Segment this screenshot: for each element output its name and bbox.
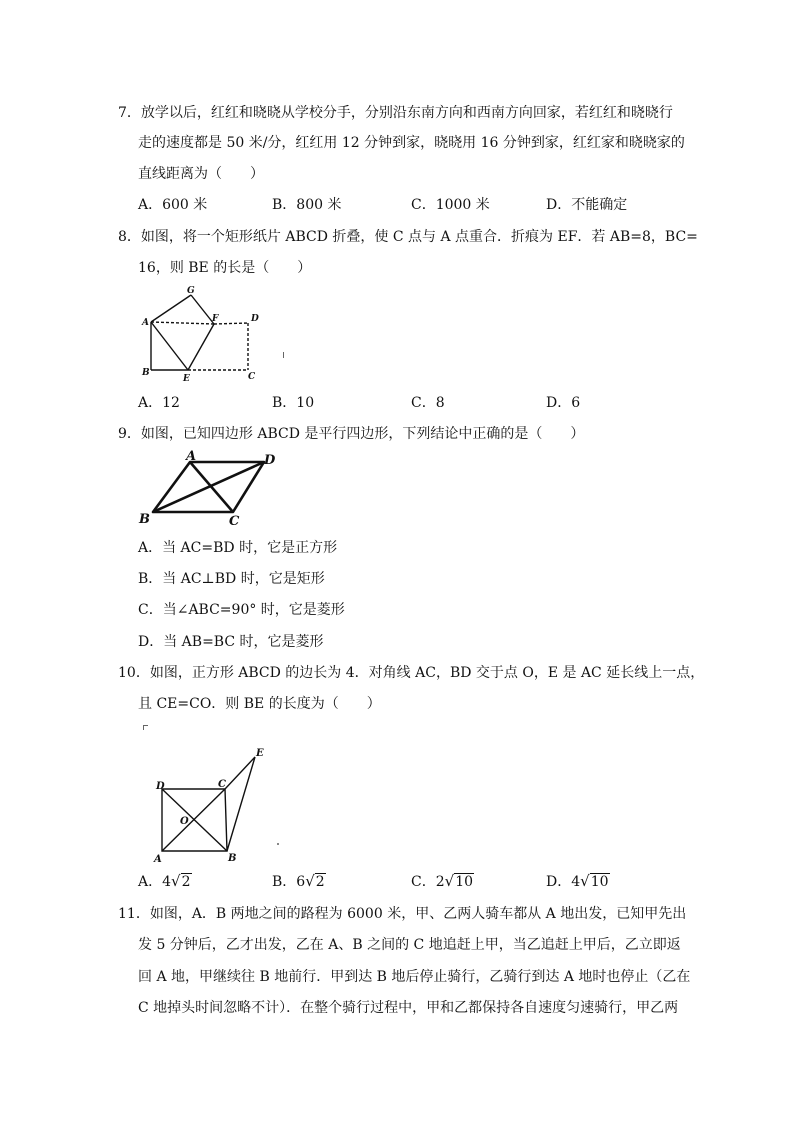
q8-label-e: E xyxy=(183,374,190,384)
sqrt-icon: √2 xyxy=(305,872,325,890)
q10-label-d: D xyxy=(156,781,165,792)
q7-line-1: 7．放学以后，红红和晓晓从学校分手，分别沿东南方向和西南方向回家，若红红和晓晓行 xyxy=(118,105,673,121)
q8-option-b: B．10 xyxy=(272,395,315,411)
q10-label-b: B xyxy=(228,853,237,864)
q11-line-3: 回 A 地，甲继续往 B 地前行．甲到达 B 地后停止骑行，乙骑行到达 A 地时也停止（乙在 xyxy=(138,969,691,985)
q9-label-a: A xyxy=(186,449,197,464)
q9-option-c: C．当∠ABC=90° 时，它是菱形 xyxy=(138,602,345,618)
q9-label-d: D xyxy=(264,453,276,468)
q10-stray-mark xyxy=(143,725,148,730)
q10-option-d xyxy=(546,872,610,891)
q10-option-c-prefix: C．2 xyxy=(411,874,445,890)
q10-option-d-radicand: 10 xyxy=(590,874,609,890)
q10-option-b-prefix: B．6 xyxy=(272,874,306,890)
q10-option-a-radicand: 2 xyxy=(181,874,191,890)
q9-line-1: 9．如图，已知四边形 ABCD 是平行四边形，下列结论中正确的是（ ） xyxy=(118,426,585,442)
q7-option-b: B．800 米 xyxy=(272,197,342,213)
q10-line-2: 且 CE=CO．则 BE 的长度为（ ） xyxy=(138,696,381,712)
q8-stray-mark xyxy=(283,352,284,358)
q7-option-c: C．1000 米 xyxy=(411,197,490,213)
q8-label-b: B xyxy=(142,368,150,378)
q8-label-d: D xyxy=(251,314,259,324)
q8-label-c: C xyxy=(248,372,256,382)
q9-label-b: B xyxy=(139,512,150,527)
q10-option-b-radicand: 2 xyxy=(315,874,325,890)
q8-label-f: F xyxy=(212,314,219,324)
q9-option-b: B．当 AC⊥BD 时，它是矩形 xyxy=(138,571,325,587)
q7-option-d: D．不能确定 xyxy=(546,197,628,213)
q8-option-c: C．8 xyxy=(411,395,445,411)
q8-line-2: 16，则 BE 的长是（ ） xyxy=(138,260,312,276)
q10-option-d-prefix: D．4 xyxy=(546,874,581,890)
q9-option-a: A．当 AC=BD 时，它是正方形 xyxy=(138,540,338,556)
q10-line-1: 10．如图，正方形 ABCD 的边长为 4．对角线 AC，BD 交于点 O，E 是 AC 延长线上一点， xyxy=(118,665,705,681)
q8-option-d: D．6 xyxy=(546,395,581,411)
sqrt-icon: √10 xyxy=(580,872,609,890)
q10-label-o: O xyxy=(180,816,189,827)
q8-option-a: A．12 xyxy=(138,395,180,411)
q8-label-g: G xyxy=(187,286,195,296)
q10-option-a-prefix: A．4 xyxy=(138,874,172,890)
q9-figure xyxy=(136,448,286,530)
q10-label-c: C xyxy=(218,779,226,790)
q10-option-c-radicand: 10 xyxy=(455,874,474,890)
q7-option-a: A．600 米 xyxy=(138,197,208,213)
q10-option-a xyxy=(138,872,192,891)
q11-line-1: 11．如图，A．B 两地之间的路程为 6000 米，甲、乙两人骑车都从 A 地出发，已知甲先出 xyxy=(118,906,687,922)
q8-figure xyxy=(140,283,300,385)
q7-line-3: 直线距离为（ ） xyxy=(138,166,264,182)
q8-label-a: A xyxy=(142,318,149,328)
sqrt-icon: √2 xyxy=(171,872,191,890)
q10-label-e: E xyxy=(256,748,264,759)
q10-label-a: A xyxy=(154,854,162,865)
q10-stray-dot xyxy=(277,843,279,845)
q10-option-b xyxy=(272,872,326,891)
q9-option-d: D．当 AB=BC 时，它是菱形 xyxy=(138,634,324,650)
q9-label-c: C xyxy=(229,514,240,529)
sqrt-icon: √10 xyxy=(444,872,474,890)
q11-line-2: 发 5 分钟后，乙才出发，乙在 A、B 之间的 C 地追赶上甲，当乙追赶上甲后，乙立即返 xyxy=(138,937,681,953)
q10-figure xyxy=(148,743,270,865)
q7-line-2: 走的速度都是 50 米/分，红红用 12 分钟到家，晓晓用 16 分钟到家，红红家和晓晓家的 xyxy=(138,135,685,151)
q11-line-4: C 地掉头时间忽略不计）．在整个骑行过程中，甲和乙都保持各自速度匀速骑行，甲乙两 xyxy=(138,1000,679,1016)
q8-line-1: 8．如图，将一个矩形纸片 ABCD 折叠，使 C 点与 A 点重合．折痕为 EF．若 AB=8，BC= xyxy=(118,229,698,245)
q10-option-c xyxy=(411,872,474,891)
